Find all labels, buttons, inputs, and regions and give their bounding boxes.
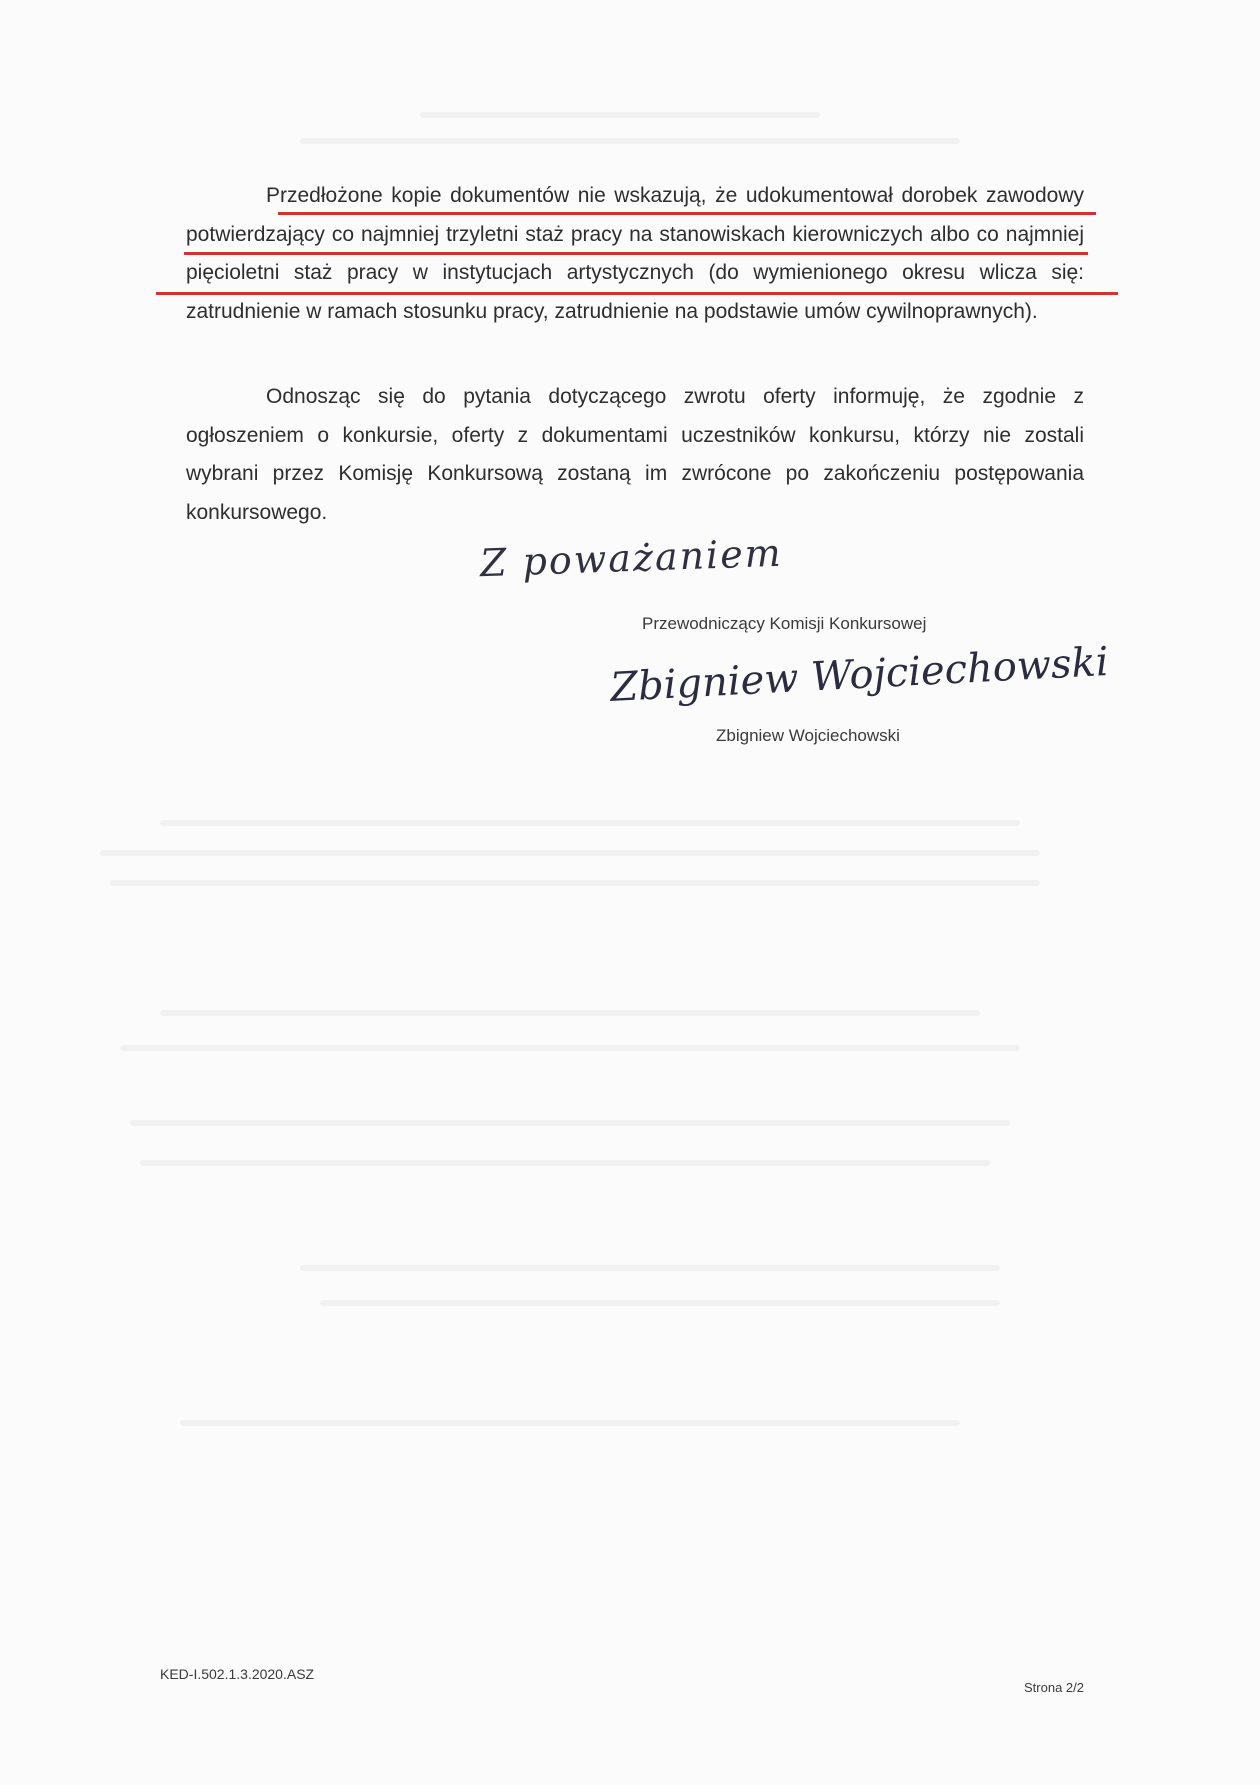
bleed-through-line	[300, 138, 960, 144]
bleed-through-line	[160, 820, 1020, 826]
bleed-through-line	[160, 1010, 980, 1016]
paragraph-offer-return: Odnosząc się do pytania dotyczącego zwrotu oferty informuję, że zgodnie z ogłoszeniem o konkursie, oferty z dokumentami uczestników konkursu, którzy nie zostali wybrani przez Komisję Konkursową zostaną im zwrócone po zakończeniu postępowania konkursowego.	[186, 385, 1084, 524]
document-reference: KED-I.502.1.3.2020.ASZ	[160, 1666, 315, 1682]
signatory-title: Przewodniczący Komisji Konkursowej	[642, 614, 927, 633]
bleed-through-line	[300, 1265, 1000, 1271]
paragraph-qualifications: Przedłożone kopie dokumentów nie wskazują, że udokumentował dorobek zawodowy potwierdzający co najmniej trzyletni staż pracy na stanowiskach kierowniczych albo co najmniej pięcioletni staż pracy w instytucjach artystycznych (do wymienionego okresu wlicza się: zatrudnienie w ramach stosunku pracy, zatrudnienie na podstawie umów cywilnoprawnych).	[186, 184, 1084, 323]
bleed-through-line	[120, 1045, 1020, 1051]
page-number: Strona 2/2	[1024, 1680, 1084, 1695]
bleed-through-line	[320, 1300, 1000, 1306]
handwritten-closing: Z poważaniem	[479, 530, 784, 586]
bleed-through-line	[140, 1160, 990, 1166]
bleed-through-line	[420, 112, 820, 118]
bleed-through-line	[180, 1420, 960, 1426]
bleed-through-line	[130, 1120, 1010, 1126]
bleed-through-line	[110, 880, 1040, 886]
bleed-through-line	[100, 850, 1040, 856]
signatory-name: Zbigniew Wojciechowski	[716, 726, 900, 745]
handwritten-signature: Zbigniew Wojciechowski	[609, 638, 1110, 712]
